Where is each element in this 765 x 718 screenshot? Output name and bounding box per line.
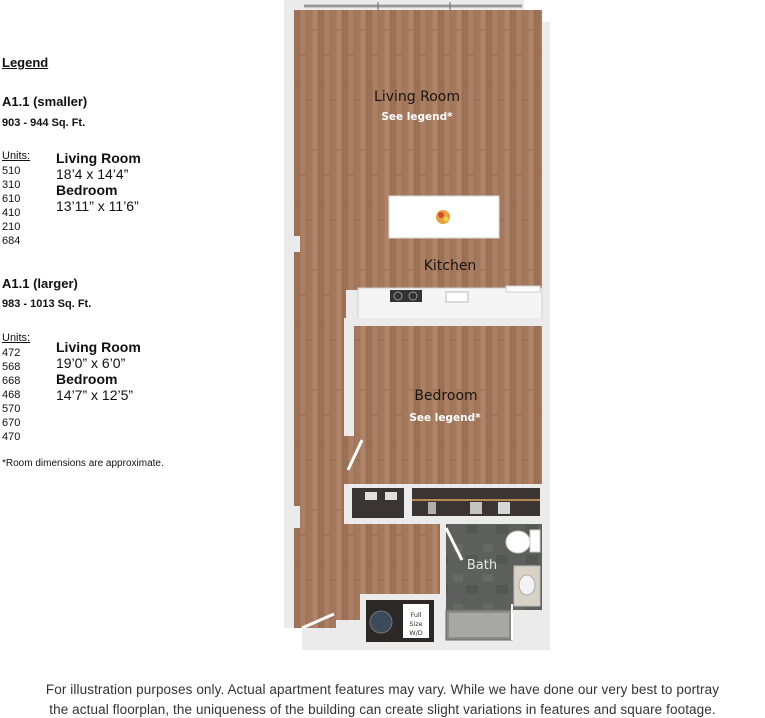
washer-icon [370,611,392,633]
bedroom-wall-top [344,318,542,326]
wd-label-1: Full [410,611,422,619]
bedroom-floor [354,326,542,486]
room-dimensions: 19’0” x 6’0” [56,355,126,371]
units-label: Units: [2,150,31,162]
unit-number: 470 [2,431,21,443]
room-name: Living Room [56,150,141,166]
unit-number: 610 [2,193,21,205]
hallway-floor [294,290,346,628]
unit-number: 468 [2,389,21,401]
room-name: Bedroom [56,371,118,387]
unit-number: 668 [2,375,21,387]
room-dimensions: 13’11” x 11’6” [56,198,139,214]
unit-number: 568 [2,361,21,373]
room-name: Bedroom [56,182,118,198]
room-name: Living Room [56,339,141,355]
living-room-label: Living Room [374,89,460,105]
unit-number: 410 [2,207,21,219]
units-label: Units: [2,332,31,344]
wd-label-3: W/D [409,629,423,637]
unit-number: 210 [2,221,21,233]
unit-number: 684 [2,235,21,247]
disclaimer-line-2: the actual floorplan, the uniqueness of the building can create slight variations in features and square footage. [49,702,716,717]
bedroom-sub: See legend* [409,412,481,424]
plan-sqft-larger: 983 - 1013 Sq. Ft. [2,298,92,310]
wd-label-2: Size [409,620,423,628]
plan-sqft-smaller: 903 - 944 Sq. Ft. [2,117,86,129]
sink-icon [446,292,468,302]
unit-number: 472 [2,347,21,359]
plan-name-smaller: A1.1 (smaller) [2,94,88,109]
unit-number: 670 [2,417,21,429]
disclaimer-line-1: For illustration purposes only. Actual apartment features may vary. While we have done our very best to portray [45,682,720,697]
plan-name-larger: A1.1 (larger) [2,276,78,291]
unit-number: 570 [2,403,21,415]
bedroom-label: Bedroom [414,388,478,404]
room-dimensions: 18’4 x 14’4” [56,166,129,182]
toilet-icon [506,531,530,553]
room-dimensions: 14’7” x 12’5” [56,387,134,403]
unit-number: 510 [2,165,21,177]
dimensions-note: *Room dimensions are approximate. [2,458,164,469]
kitchen-label: Kitchen [423,258,477,274]
living-room-sub: See legend* [381,111,453,123]
legend-title: Legend [2,55,49,70]
unit-number: 310 [2,179,21,191]
bath-label: Bath [466,558,498,573]
living-room-floor [294,10,542,290]
bedroom-wall-left [344,318,352,436]
